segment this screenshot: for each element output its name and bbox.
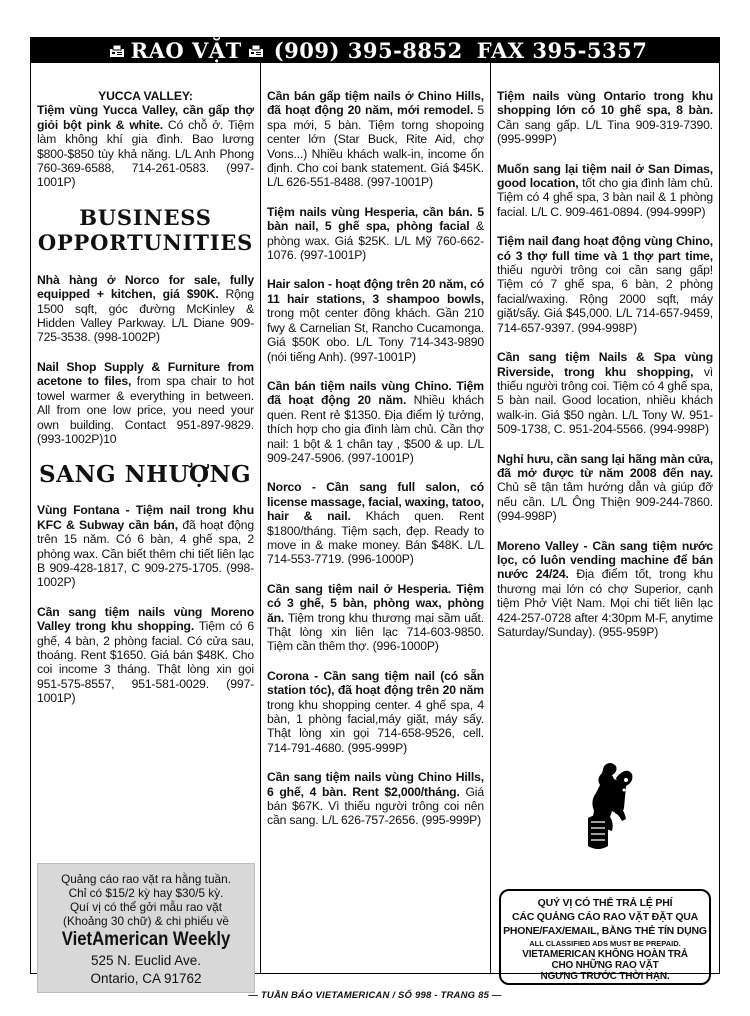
ad-hair-salon (267, 277, 484, 363)
ad-bold: Cần bán gấp tiệm nails ở Chino Hills, đã hoạt động 20 năm, mới remodel. (267, 89, 484, 118)
ad-text: vì thiếu người trông coi. Tiệm có 4 ghế spa, 5 bàn nail. Good location, nhiều khách walk-in. Giá $50 ngàn. L/L Tony W. 951-509-1738, C. 951-204-5566. (994-998P) (497, 364, 713, 437)
ad-heading: YUCCA VALLEY: (98, 89, 193, 103)
ad-text: Chủ sẽ tận tâm hướng dẫn và giúp đỡ nếu cần. L/L Ông Thiện 909-244-7860. (994-998P) (497, 480, 713, 524)
header-phone: (909) 395-8852 (273, 38, 463, 63)
payment-notice-box (499, 889, 711, 985)
ad-text: & phòng wax. Giá $25K. L/L Mỹ 760-662-1076. (997-1001P) (267, 219, 485, 263)
ad-chino-hills-2 (267, 770, 484, 828)
ad-bold: Corona - Cần sang tiệm nail (có sẵn station tóc), đã hoạt động trên 20 năm (267, 668, 484, 698)
promo-line: Quảng cáo rao vặt ra hằng tuần. (61, 872, 231, 886)
ad-san-dimas (497, 162, 713, 220)
promo-brand: VietAmerican Weekly (61, 929, 231, 950)
ad-bold: Cần sang tiệm nails vùng Moreno Valley trong khu shopping. (37, 604, 254, 634)
section-title-line: BUSINESS (79, 204, 212, 230)
fax-machine-icon (248, 43, 264, 57)
ad-text: trong một center đông khách. Gần 210 fwy & Carnelian St, Rancho Cucamonga. Giá $50K obo. L/L Tony 714-343-9890 (nói tiếng Anh). (997-1001P) (267, 306, 484, 364)
ad-bold: Nhà hàng ở Norco for sale, fully equipped + kitchen, giá $90K. (37, 272, 254, 302)
section-title-sang-nhuong: SANG NHƯỢNG (39, 461, 252, 489)
promo-line: (Khoảng 30 chữ) & chi phiếu về (63, 914, 229, 928)
ad-bold: Tiệm nail đang hoạt động vùng Chino, có 3 thợ full time và 1 thợ part time, (497, 234, 713, 263)
ad-ontario (497, 89, 713, 147)
column-3 (491, 63, 719, 982)
ad-text: Giá bán $67K. Vì thiếu người trông coi nên cần sang. L/L 626-757-2656. (995-999P) (267, 784, 484, 828)
ad-chino (267, 379, 484, 465)
ad-text: Nhiều khách quen. Rent rẻ $1350. Địa điểm lý tưởng, thích hợp cho gia đình làm chủ. Cần thợ nail: 1 bột & 1 chân tay , $500 & up. L/L 909-247-5906. (997-1001P) (267, 393, 484, 465)
ad-text: Rộng 1500 sqft, góc đường McKinley & Hidden Valley Parkway. L/L Diane 909-725-3538. (998-1002P) (37, 287, 254, 345)
ad-chino-hills-1 (267, 89, 484, 190)
ad-bold: Nghỉ hưu, cần sang lại hãng màn cửa, đã mở được từ năm 2008 đến nay. (497, 451, 713, 480)
ad-fontana (37, 503, 254, 589)
ad-hesperia-1 (267, 205, 484, 263)
ad-bold: Cần sang tiệm nails vùng Chino Hills, 6 ghế, 4 bàn. Rent $2,000/tháng. (267, 770, 484, 799)
ad-text: thiếu người trông coi cần sang gấp! Tiệm có 7 ghế spa, 6 bàn, 2 phòng facial/waxing. Rộng 2000 sqft, máy giặt/sấy. Giá $45,000. L/L 714-657-9459, 714-657-9397. (994-998P) (497, 263, 713, 335)
promo-address: 525 N. Euclid Ave. (90, 953, 202, 968)
ad-curtain-shop (497, 452, 713, 524)
column-2 (261, 63, 491, 973)
ad-bold: Norco - Cần sang full salon, có license massage, facial, waxing, tatoo, hair & nail. (267, 480, 485, 524)
ad-moreno-valley (37, 605, 254, 706)
notice-line: ALL CLASSIFIED ADS MUST BE PREPAID. (529, 939, 681, 948)
ad-nail-supply (37, 360, 254, 446)
ad-text: Tiệm trong khu thương mại sầm uất. Thật lòng xin liên lạc 714-603-9850. Tiệm cần thêm thợ. (996-1000P) (267, 610, 484, 654)
ad-bold: Cần sang tiệm nail ở Hesperia. Tiệm có 3 ghế, 5 bàn, phòng wax, phòng ăn. (267, 581, 484, 625)
ad-text: Có chỗ ở. Tiệm làm không khí gia đình. Bao lương $800-$850 tùy khả năng. L/L Anh Phong 760-369-6588, 714-261-0583. (997-1001P) (37, 117, 254, 190)
classified-page (30, 37, 720, 986)
promo-line: Chỉ có $15/2 kỳ hay $30/5 kỳ. (68, 886, 224, 900)
ad-yucca-valley (37, 89, 254, 190)
fax-machine-icon (109, 43, 125, 57)
section-title-business (37, 205, 254, 255)
ad-bold: Muốn sang lại tiệm nail ở San Dimas, good location, (497, 161, 713, 191)
ad-bold: Cần bán tiệm nails vùng Chino. Tiệm đã hoạt động 20 năm. (267, 378, 484, 408)
header-bar (31, 38, 719, 63)
ad-bold: Tiệm nails vùng Ontario trong khu shopping lớn có 10 ghế spa, 8 bàn. (497, 89, 713, 118)
column-1 (31, 63, 261, 986)
notice-line: PHONE/FAX/EMAIL, BẰNG THẺ TÍN DỤNG (503, 925, 707, 937)
promo-box (37, 863, 255, 993)
ad-corona (267, 669, 484, 755)
ad-bold: Hair salon - hoạt động trên 20 năm, có 11 hair stations, 3 shampoo bowls, (267, 277, 484, 306)
promo-line: Quí vị có thể gởi mẫu rao vặt (70, 900, 222, 914)
notice-line: QUÝ VỊ CÓ THỂ TRẢ LỆ PHÍ (537, 897, 673, 909)
ad-bold: Tiệm nails vùng Hesperia, cần bán. 5 bàn nail, 5 ghế spa, phòng facial (267, 204, 484, 234)
promo-city: Ontario, CA 91762 (90, 971, 202, 986)
ad-riverside (497, 350, 713, 436)
ad-text: trong khu shopping center. 4 ghế spa, 4 bàn, 1 phòng facial,máy giặt, máy sấy. Thật lòng xin gọi 714-658-9526, cell. 714-791-4680. (995-999P) (267, 697, 484, 755)
ad-text: 5 spa mới, 5 bàn. Tiệm torng shopoing center lớn (Star Buck, Rite Aid, chợ Vons...) Nhiều khách walk-in, income ổn định. Cho coi bank statement. Giá $45K. L/L 626-551-8488. (997-1001P) (267, 103, 484, 190)
ad-chino-fulltime (497, 234, 713, 335)
notice-line: CHO NHỮNG RAO VẶT (551, 960, 659, 971)
ad-norco-restaurant (37, 273, 254, 345)
ad-text: Khách quen. Rent $1800/tháng. Tiệm sạch, đẹp. Ready to move in & make money. Bán $48K. L/L 714-553-7719. (996-1000P) (267, 509, 484, 567)
ad-text: đã hoạt động trên 15 năm. Có 6 bàn, 4 ghế spa, 2 phòng wax. Cần biết thêm chi tiết liên lạc B 909-428-1817, C 909-275-1705. (998-1002P) (37, 517, 254, 590)
section-title-line: OPPORTUNITIES (37, 229, 254, 255)
ad-hesperia-2 (267, 582, 484, 654)
musician-illustration-icon (586, 758, 636, 853)
ad-text: Tiệm có 6 ghế, 4 bàn, 2 phòng facial. Có cửa sau, thoáng. Rent $1650. Giá bán $48K. Cho coi income 3 tháng. Thật lòng xin gọi 951-575-8557, 951-581-0029. (997-1001P) (37, 619, 254, 706)
notice-line: NGƯNG TRƯỚC THỜI HẠN. (540, 971, 670, 982)
ad-bold: Cần sang tiệm Nails & Spa vùng Riverside, trong khu shopping, (497, 350, 713, 379)
ad-norco-salon (267, 480, 484, 566)
ad-text: Địa điểm tốt, trong khu thương mại lớn có chợ Superior, cạnh tiệm Phở Việt Nam. Mọi chi tiết liên lạc 424-257-0728 after 4:30pm M-F, anytime Saturday/Sunday). (955-959P) (497, 567, 713, 639)
columns (31, 63, 719, 986)
header-title: RAO VẶT (130, 38, 242, 63)
ad-bold: Vùng Fontana - Tiệm nail trong khu KFC & Subway cần bán, (37, 503, 254, 532)
ad-text: Cần sang gấp. L/L Tina 909-319-7390. (995-999P) (497, 117, 713, 147)
ad-bold: Nail Shop Supply & Furniture from acetone to files, (37, 359, 254, 389)
ad-text: tốt cho gia đình làm chủ. Tiệm có 4 ghế spa, 3 bàn nail & 1 phòng facial. L/L C. 909-461-0894. (994-999P) (497, 176, 714, 219)
ad-text: from spa chair to hot towel warmer & everything in between. All from one low price, you need your own building. Contact 951-897-9829. (993-1002P)10 (37, 374, 254, 446)
header-fax: FAX 395-5357 (476, 38, 648, 63)
ad-bold: Moreno Valley - Cần sang tiệm nước lọc, có luôn vending machine để bán nước 24/24. (497, 538, 713, 582)
ad-moreno-water (497, 539, 713, 640)
page-footer: — TUẦN BÁO VIETAMERICAN / SỐ 998 - TRANG 85 — (248, 990, 502, 1001)
ad-bold: Tiệm vùng Yucca Valley, cần gấp thợ giỏi bột pink & white. (37, 103, 254, 132)
notice-line: CÁC QUẢNG CÁO RAO VẶT ĐẶT QUA (511, 911, 699, 923)
notice-line: VIETAMERICAN KHÔNG HOÀN TRẢ (522, 949, 688, 960)
